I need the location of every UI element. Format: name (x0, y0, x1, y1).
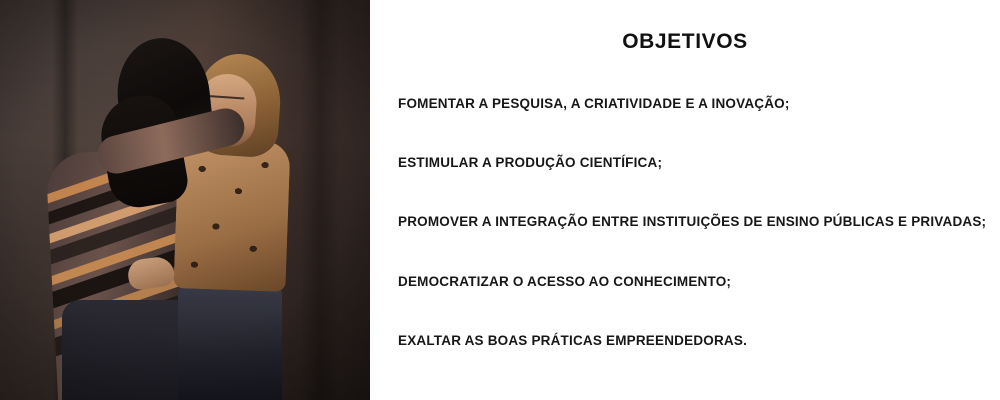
objectives-list (398, 96, 987, 349)
content-panel (370, 0, 1000, 400)
list-item: ESTIMULAR A PRODUÇÃO CIENTÍFICA; (398, 155, 663, 171)
photo-panel (0, 0, 370, 400)
page-title: OBJETIVOS (622, 30, 748, 53)
list-item: FOMENTAR A PESQUISA, A CRIATIVIDADE E A INOVAÇÃO; (398, 96, 790, 111)
person-right-jeans (178, 282, 282, 400)
list-item: EXALTAR AS BOAS PRÁTICAS EMPREENDEDORAS. (398, 332, 748, 348)
hugging-people-photo (0, 0, 370, 400)
list-item: DEMOCRATIZAR O ACESSO AO CONHECIMENTO; (398, 273, 732, 289)
list-item: PROMOVER A INTEGRAÇÃO ENTRE INSTITUIÇÕES DE ENSINO PÚBLICAS E PRIVADAS; (398, 214, 987, 230)
person-right-leopard-top (173, 138, 290, 292)
